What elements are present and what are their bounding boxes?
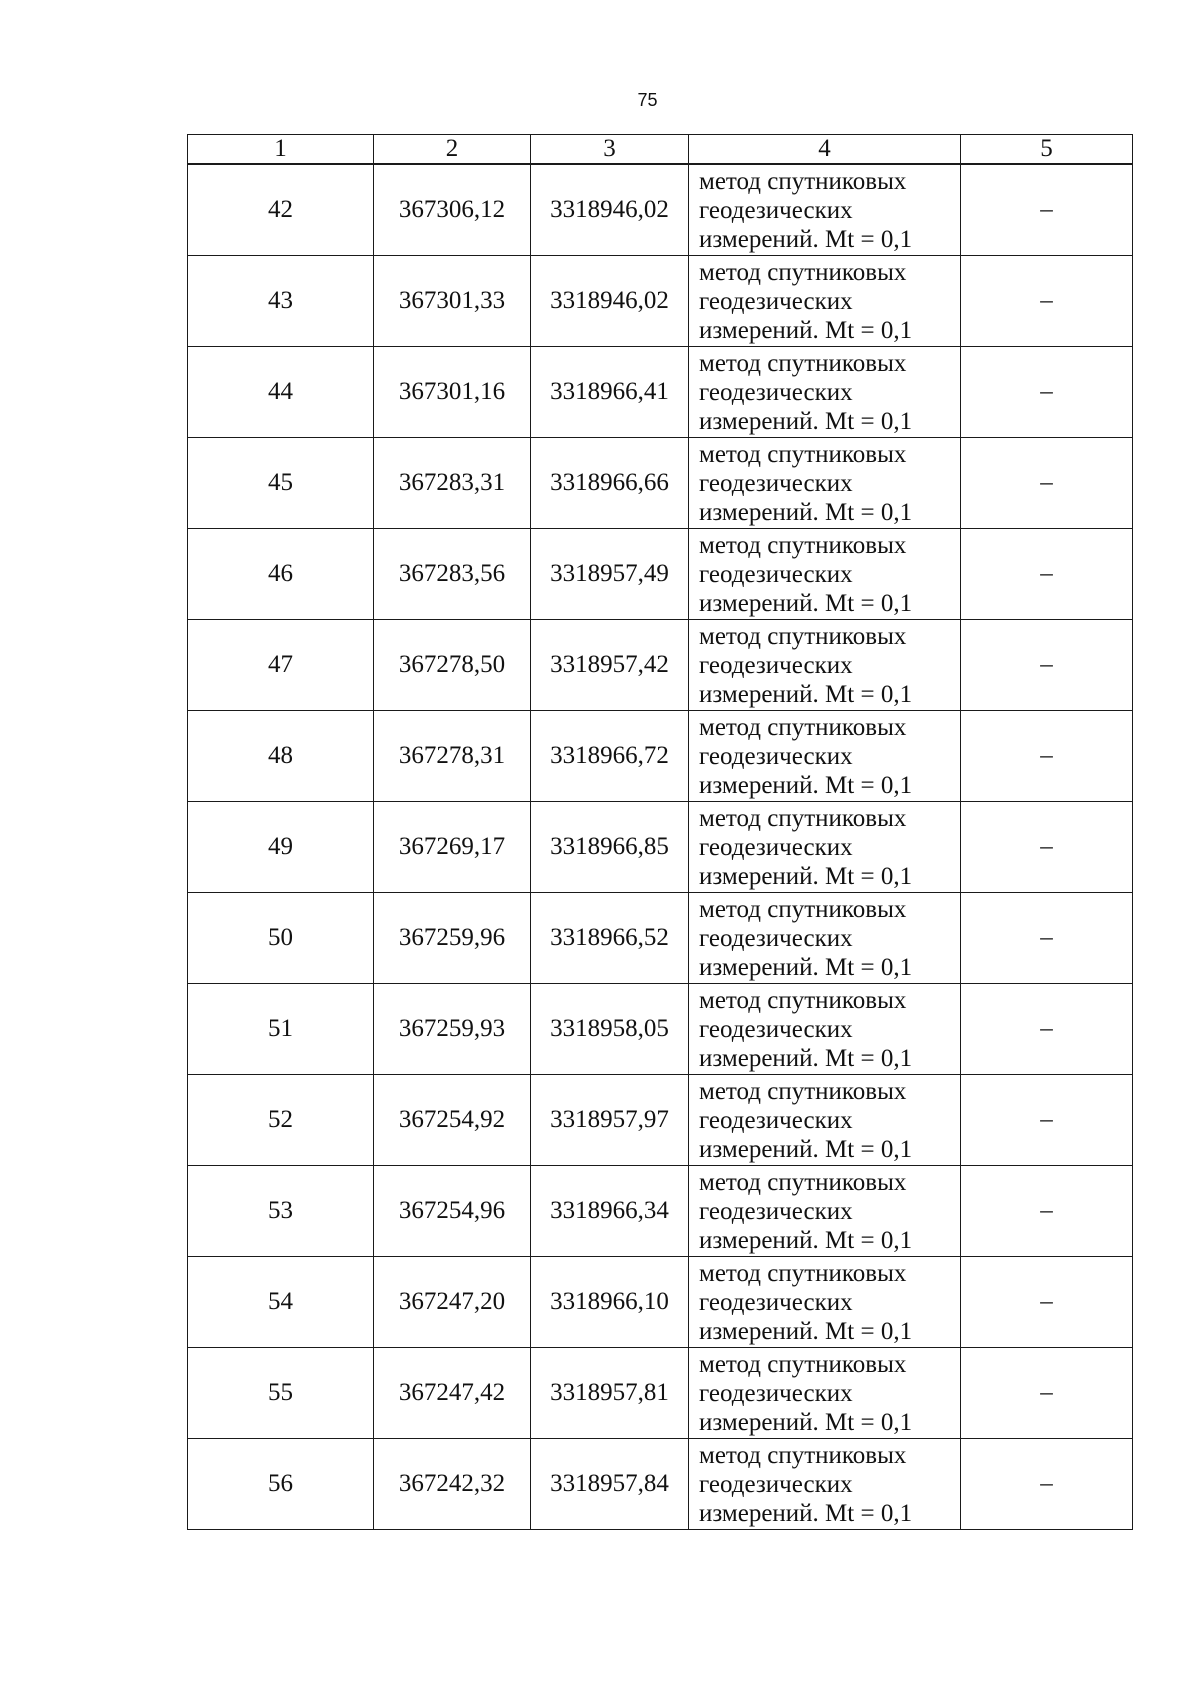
method-line: геодезических bbox=[699, 833, 853, 861]
method-line: метод спутниковых bbox=[699, 1077, 907, 1105]
method-line: метод спутниковых bbox=[699, 167, 907, 195]
method-line: метод спутниковых bbox=[699, 804, 907, 832]
method-line: геодезических bbox=[699, 1288, 853, 1316]
note-cell: – bbox=[961, 802, 1133, 893]
method-line: измерений. Mt = 0,1 bbox=[699, 1135, 913, 1163]
table-row bbox=[188, 529, 1133, 620]
method-line: измерений. Mt = 0,1 bbox=[699, 589, 913, 617]
method-line: измерений. Mt = 0,1 bbox=[699, 1226, 913, 1254]
table-row bbox=[188, 711, 1133, 802]
y-coordinate-cell: 3318966,41 bbox=[531, 347, 689, 438]
table-row bbox=[188, 164, 1133, 256]
method-cell bbox=[689, 1348, 961, 1439]
method-line: геодезических bbox=[699, 1197, 853, 1225]
table-row bbox=[188, 1257, 1133, 1348]
method-line: измерений. Mt = 0,1 bbox=[699, 1317, 913, 1345]
method-line: измерений. Mt = 0,1 bbox=[699, 498, 913, 526]
y-coordinate-cell: 3318966,52 bbox=[531, 893, 689, 984]
x-coordinate-cell: 367259,96 bbox=[374, 893, 531, 984]
table-header bbox=[188, 135, 1133, 165]
method-cell bbox=[689, 1257, 961, 1348]
x-coordinate-cell: 367278,31 bbox=[374, 711, 531, 802]
table-row bbox=[188, 1439, 1133, 1530]
method-line: измерений. Mt = 0,1 bbox=[699, 225, 913, 253]
method-line: метод спутниковых bbox=[699, 440, 907, 468]
method-line: измерений. Mt = 0,1 bbox=[699, 1044, 913, 1072]
method-line: метод спутниковых bbox=[699, 1441, 907, 1469]
method-line: геодезических bbox=[699, 742, 853, 770]
point-number-cell: 50 bbox=[188, 893, 374, 984]
method-line: метод спутниковых bbox=[699, 531, 907, 559]
method-line: геодезических bbox=[699, 1470, 853, 1498]
note-cell: – bbox=[961, 164, 1133, 256]
point-number-cell: 46 bbox=[188, 529, 374, 620]
point-number-cell: 51 bbox=[188, 984, 374, 1075]
note-cell: – bbox=[961, 1348, 1133, 1439]
table-row bbox=[188, 1075, 1133, 1166]
method-cell bbox=[689, 1075, 961, 1166]
x-coordinate-cell: 367254,96 bbox=[374, 1166, 531, 1257]
method-cell bbox=[689, 347, 961, 438]
point-number-cell: 48 bbox=[188, 711, 374, 802]
method-line: геодезических bbox=[699, 924, 853, 952]
method-cell bbox=[689, 1166, 961, 1257]
method-cell bbox=[689, 620, 961, 711]
table-row bbox=[188, 802, 1133, 893]
note-cell: – bbox=[961, 1439, 1133, 1530]
note-cell: – bbox=[961, 347, 1133, 438]
y-coordinate-cell: 3318957,84 bbox=[531, 1439, 689, 1530]
point-number-cell: 43 bbox=[188, 256, 374, 347]
x-coordinate-cell: 367306,12 bbox=[374, 164, 531, 256]
method-line: геодезических bbox=[699, 560, 853, 588]
method-line: измерений. Mt = 0,1 bbox=[699, 771, 913, 799]
x-coordinate-cell: 367247,20 bbox=[374, 1257, 531, 1348]
y-coordinate-cell: 3318958,05 bbox=[531, 984, 689, 1075]
point-number-cell: 44 bbox=[188, 347, 374, 438]
note-cell: – bbox=[961, 620, 1133, 711]
method-cell bbox=[689, 256, 961, 347]
table-row bbox=[188, 347, 1133, 438]
y-coordinate-cell: 3318946,02 bbox=[531, 164, 689, 256]
method-cell bbox=[689, 164, 961, 256]
note-cell: – bbox=[961, 711, 1133, 802]
x-coordinate-cell: 367259,93 bbox=[374, 984, 531, 1075]
note-cell: – bbox=[961, 1166, 1133, 1257]
y-coordinate-cell: 3318966,34 bbox=[531, 1166, 689, 1257]
x-coordinate-cell: 367242,32 bbox=[374, 1439, 531, 1530]
note-cell: – bbox=[961, 438, 1133, 529]
point-number-cell: 42 bbox=[188, 164, 374, 256]
y-coordinate-cell: 3318957,81 bbox=[531, 1348, 689, 1439]
y-coordinate-cell: 3318957,42 bbox=[531, 620, 689, 711]
method-cell bbox=[689, 802, 961, 893]
x-coordinate-cell: 367283,56 bbox=[374, 529, 531, 620]
method-line: измерений. Mt = 0,1 bbox=[699, 316, 913, 344]
note-cell: – bbox=[961, 1075, 1133, 1166]
point-number-cell: 49 bbox=[188, 802, 374, 893]
method-line: метод спутниковых bbox=[699, 1350, 907, 1378]
y-coordinate-cell: 3318966,85 bbox=[531, 802, 689, 893]
method-cell bbox=[689, 893, 961, 984]
header-row bbox=[188, 135, 1133, 165]
method-cell bbox=[689, 711, 961, 802]
coordinates-table-container bbox=[187, 134, 1133, 1530]
note-cell: – bbox=[961, 1257, 1133, 1348]
method-line: метод спутниковых bbox=[699, 1168, 907, 1196]
method-line: метод спутниковых bbox=[699, 713, 907, 741]
method-line: измерений. Mt = 0,1 bbox=[699, 953, 913, 981]
y-coordinate-cell: 3318946,02 bbox=[531, 256, 689, 347]
table-body bbox=[188, 164, 1133, 1530]
method-line: измерений. Mt = 0,1 bbox=[699, 680, 913, 708]
method-line: геодезических bbox=[699, 1379, 853, 1407]
table-row bbox=[188, 620, 1133, 711]
method-line: геодезических bbox=[699, 287, 853, 315]
point-number-cell: 52 bbox=[188, 1075, 374, 1166]
method-line: измерений. Mt = 0,1 bbox=[699, 862, 913, 890]
note-cell: – bbox=[961, 893, 1133, 984]
method-line: геодезических bbox=[699, 196, 853, 224]
table-row bbox=[188, 893, 1133, 984]
method-line: измерений. Mt = 0,1 bbox=[699, 407, 913, 435]
note-cell: – bbox=[961, 529, 1133, 620]
point-number-cell: 53 bbox=[188, 1166, 374, 1257]
coordinates-table bbox=[187, 134, 1133, 1530]
y-coordinate-cell: 3318957,49 bbox=[531, 529, 689, 620]
method-cell bbox=[689, 438, 961, 529]
x-coordinate-cell: 367254,92 bbox=[374, 1075, 531, 1166]
x-coordinate-cell: 367301,33 bbox=[374, 256, 531, 347]
point-number-cell: 54 bbox=[188, 1257, 374, 1348]
column-header-1: 1 bbox=[188, 135, 374, 165]
method-line: геодезических bbox=[699, 378, 853, 406]
method-cell bbox=[689, 1439, 961, 1530]
method-line: геодезических bbox=[699, 1015, 853, 1043]
method-line: измерений. Mt = 0,1 bbox=[699, 1499, 913, 1527]
y-coordinate-cell: 3318966,72 bbox=[531, 711, 689, 802]
table-row bbox=[188, 256, 1133, 347]
point-number-cell: 47 bbox=[188, 620, 374, 711]
column-header-3: 3 bbox=[531, 135, 689, 165]
column-header-5: 5 bbox=[961, 135, 1133, 165]
method-line: метод спутниковых bbox=[699, 258, 907, 286]
x-coordinate-cell: 367269,17 bbox=[374, 802, 531, 893]
note-cell: – bbox=[961, 256, 1133, 347]
point-number-cell: 56 bbox=[188, 1439, 374, 1530]
column-header-4: 4 bbox=[689, 135, 961, 165]
column-header-2: 2 bbox=[374, 135, 531, 165]
method-line: геодезических bbox=[699, 469, 853, 497]
point-number-cell: 45 bbox=[188, 438, 374, 529]
table-row bbox=[188, 438, 1133, 529]
method-line: метод спутниковых bbox=[699, 622, 907, 650]
table-row bbox=[188, 1348, 1133, 1439]
method-line: измерений. Mt = 0,1 bbox=[699, 1408, 913, 1436]
method-cell bbox=[689, 529, 961, 620]
method-line: метод спутниковых bbox=[699, 986, 907, 1014]
table-row bbox=[188, 1166, 1133, 1257]
method-line: метод спутниковых bbox=[699, 1259, 907, 1287]
y-coordinate-cell: 3318966,66 bbox=[531, 438, 689, 529]
point-number-cell: 55 bbox=[188, 1348, 374, 1439]
method-line: геодезических bbox=[699, 651, 853, 679]
note-cell: – bbox=[961, 984, 1133, 1075]
page-number: 75 bbox=[637, 90, 658, 110]
method-line: метод спутниковых bbox=[699, 895, 907, 923]
x-coordinate-cell: 367247,42 bbox=[374, 1348, 531, 1439]
method-line: метод спутниковых bbox=[699, 349, 907, 377]
x-coordinate-cell: 367278,50 bbox=[374, 620, 531, 711]
method-cell bbox=[689, 984, 961, 1075]
x-coordinate-cell: 367301,16 bbox=[374, 347, 531, 438]
y-coordinate-cell: 3318957,97 bbox=[531, 1075, 689, 1166]
x-coordinate-cell: 367283,31 bbox=[374, 438, 531, 529]
y-coordinate-cell: 3318966,10 bbox=[531, 1257, 689, 1348]
table-row bbox=[188, 984, 1133, 1075]
method-line: геодезических bbox=[699, 1106, 853, 1134]
